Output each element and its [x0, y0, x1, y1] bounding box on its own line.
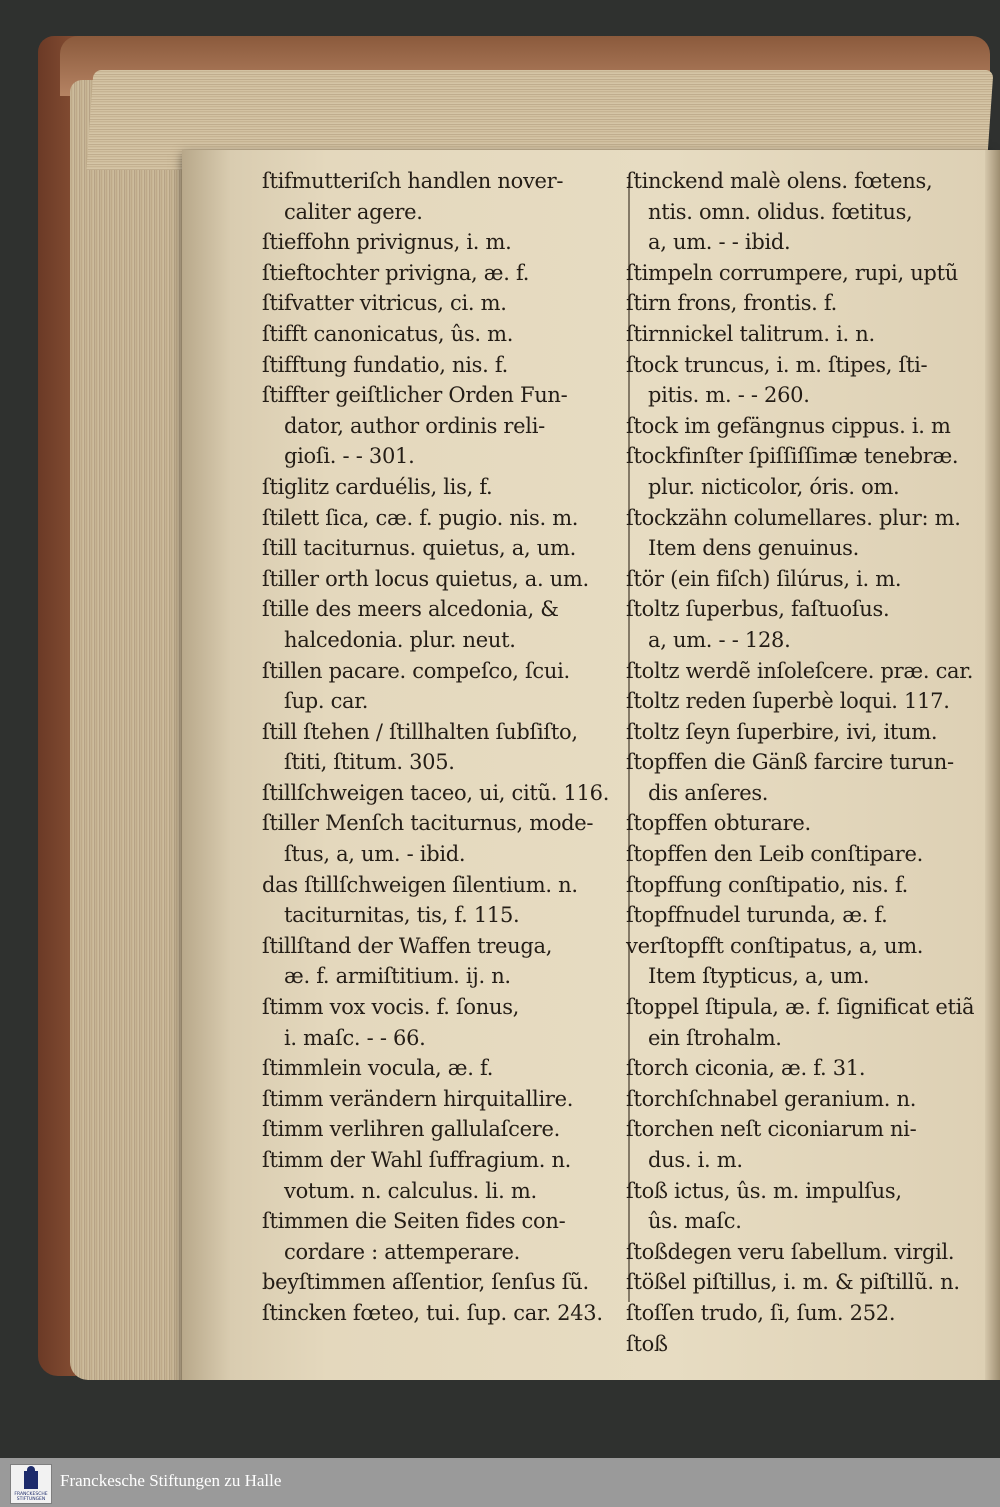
dictionary-line: verſtopfft conſtipatus, a, um. — [626, 933, 924, 958]
dictionary-line: ſtieffohn privignus, i. m. — [262, 230, 512, 255]
dictionary-line: ſtille des meers alcedonia, & — [262, 597, 559, 622]
dictionary-line: ſtillſtand der Waffen treuga, — [262, 933, 553, 958]
dictionary-line: gioſi. - - 301. — [284, 444, 415, 469]
dictionary-line: ſtoltz werdẽ inſoleſcere. præ. car. — [626, 658, 974, 683]
dictionary-line: ſtock im gefängnus cippus. i. m — [626, 413, 951, 438]
dictionary-line: ſtiglitz carduélis, lis, f. — [262, 474, 493, 499]
dictionary-line: ſtopffnudel turunda, æ. f. — [626, 903, 888, 928]
dictionary-line: a, um. - - 128. — [648, 627, 791, 652]
bottom-shadow — [150, 1380, 1000, 1458]
dictionary-line: ſtimm verlihren gallulaſcere. — [262, 1117, 560, 1142]
footer-label: Franckesche Stiftungen zu Halle — [60, 1471, 282, 1490]
dictionary-line: a, um. - - ibid. — [648, 230, 791, 255]
dictionary-line: ſtimm verändern hirquitallire. — [262, 1086, 574, 1111]
dictionary-line: halcedonia. plur. neut. — [284, 627, 516, 652]
dictionary-line: ûs. maſc. — [648, 1209, 742, 1234]
dictionary-line: beyſtimmen aſſentior, ſenſus ſũ. — [262, 1270, 589, 1295]
dictionary-line: ſtillen pacare. compeſco, ſcui. — [262, 658, 570, 683]
dictionary-line: ſtieftochter privigna, æ. f. — [262, 260, 530, 285]
dictionary-line: ſtopffen die Gänß farcire turun- — [626, 750, 954, 775]
dictionary-line: ſtoſſen trudo, ſi, ſum. 252. — [626, 1300, 896, 1325]
dictionary-line: das ſtillſchweigen ſilentium. n. — [262, 872, 578, 897]
dictionary-line: ſtifftung fundatio, nis. f. — [262, 352, 508, 377]
dictionary-line: ſtill taciturnus. quietus, a, um. — [262, 536, 576, 561]
dictionary-line: ſtoßdegen veru ſabellum. virgil. — [626, 1239, 955, 1264]
dictionary-line: ſtillſchweigen taceo, ui, citũ. 116. — [262, 780, 610, 805]
dictionary-line: ſtimmlein vocula, æ. f. — [262, 1056, 494, 1081]
dictionary-line: ſtock truncus, i. m. ſtipes, ſti- — [626, 352, 928, 377]
dictionary-line: ſtiller orth locus quietus, a. um. — [262, 566, 589, 591]
dictionary-line: ſup. car. — [284, 689, 369, 714]
dictionary-line: ſtimpeln corrumpere, rupi, uptũ — [626, 260, 958, 285]
dictionary-line: ntis. omn. olidus. fœtitus, — [648, 199, 913, 224]
dictionary-line: ſtopffung conſtipatio, nis. f. — [626, 872, 909, 897]
dictionary-line: Item ſtypticus, a, um. — [648, 964, 870, 989]
dictionary-line: ſtößel piſtillus, i. m. & piſtillũ. n. — [626, 1270, 960, 1295]
dictionary-line: ſtopffen den Leib conſtipare. — [626, 842, 924, 867]
dictionary-line: ſtill ſtehen / ſtillhalten ſubſiſto, — [262, 719, 578, 744]
logo-text: FRANCKESCHE STIFTUNGEN — [14, 1492, 48, 1502]
dictionary-line: caliter agere. — [284, 199, 423, 224]
dictionary-line: i. maſc. - - 66. — [284, 1025, 426, 1050]
dictionary-line: ſtoltz ſeyn ſuperbire, ivi, itum. — [626, 719, 938, 744]
dictionary-line: ſtinckend malè olens. fœtens, — [626, 169, 933, 193]
dictionary-line: ſtorchſchnabel geranium. n. — [626, 1086, 917, 1111]
dictionary-line: ſtorch ciconia, æ. f. 31. — [626, 1056, 866, 1081]
dictionary-line: pitis. m. - - 260. — [648, 383, 810, 408]
dictionary-line: ſtifmutteriſch handlen nover- — [262, 169, 564, 193]
dictionary-line: ſtimm vox vocis. f. ſonus, — [262, 995, 520, 1020]
dictionary-line: ſtoltz ſuperbus, faſtuoſus. — [626, 597, 890, 622]
dictionary-line: ſtifft canonicatus, ûs. m. — [262, 321, 514, 346]
dictionary-line: votum. n. calculus. li. m. — [284, 1178, 537, 1203]
dictionary-line: ſtimmen die Seiten fides con- — [262, 1209, 566, 1234]
dictionary-line: cordare : attemperare. — [284, 1239, 521, 1264]
dictionary-line: ſtimm der Wahl ſuffragium. n. — [262, 1148, 572, 1172]
dictionary-line: ſtör (ein fiſch) ſilúrus, i. m. — [626, 566, 902, 591]
dictionary-line: æ. f. armiſtitium. ij. n. — [284, 964, 511, 989]
dictionary-line: dator, author ordinis reli- — [284, 413, 545, 438]
dictionary-line: ſtirnnickel talitrum. i. n. — [626, 321, 875, 346]
dictionary-line: ſtockfinſter ſpiſſiſſimæ tenebræ. — [626, 444, 959, 469]
dictionary-line: dus. i. m. — [648, 1148, 743, 1172]
dictionary-line: ſtoß ictus, ûs. m. impulſus, — [626, 1178, 902, 1203]
dictionary-line: ein ſtrohalm. — [648, 1025, 782, 1050]
right-column — [626, 166, 992, 1359]
dictionary-line: ſtilett ſica, cæ. f. pugio. nis. m. — [262, 505, 579, 530]
dictionary-line: ſtopffen obturare. — [626, 811, 811, 836]
footer-bar — [0, 1458, 1000, 1507]
logo-building-icon — [24, 1471, 38, 1489]
dictionary-line: taciturnitas, tis, f. 115. — [284, 903, 520, 928]
left-column — [262, 166, 628, 1329]
dictionary-line: ſtirn frons, frontis. f. — [626, 291, 838, 316]
dictionary-line: ſtus, a, um. - ibid. — [284, 842, 466, 867]
dictionary-line: dis anſeres. — [648, 780, 769, 805]
dictionary-line: Item dens genuinus. — [648, 536, 860, 561]
institution-logo-icon[interactable] — [10, 1464, 52, 1504]
dictionary-line: ſtoppel ſtipula, æ. f. ſignificat etiã — [626, 995, 975, 1020]
dictionary-line: ſtincken fœteo, tui. ſup. car. 243. — [262, 1300, 603, 1325]
dictionary-line: ſtockzähn columellares. plur: m. — [626, 505, 961, 530]
dictionary-line: plur. nicticolor, óris. om. — [648, 474, 900, 499]
dictionary-line: ſtoltz reden ſuperbè loqui. 117. — [626, 689, 950, 714]
dictionary-line: ſtiffter geiſtlicher Orden Fun- — [262, 383, 568, 408]
dictionary-line: ſtifvatter vitricus, ci. m. — [262, 291, 507, 316]
dictionary-line: ſtiller Menſch taciturnus, mode- — [262, 811, 594, 836]
dictionary-line: ſtorchen neſt ciconiarum ni- — [626, 1117, 917, 1142]
dictionary-line: ſtiti, ſtitum. 305. — [284, 750, 455, 775]
dictionary-line: ſtoß — [626, 1331, 668, 1356]
page-edges-side — [70, 80, 190, 1380]
